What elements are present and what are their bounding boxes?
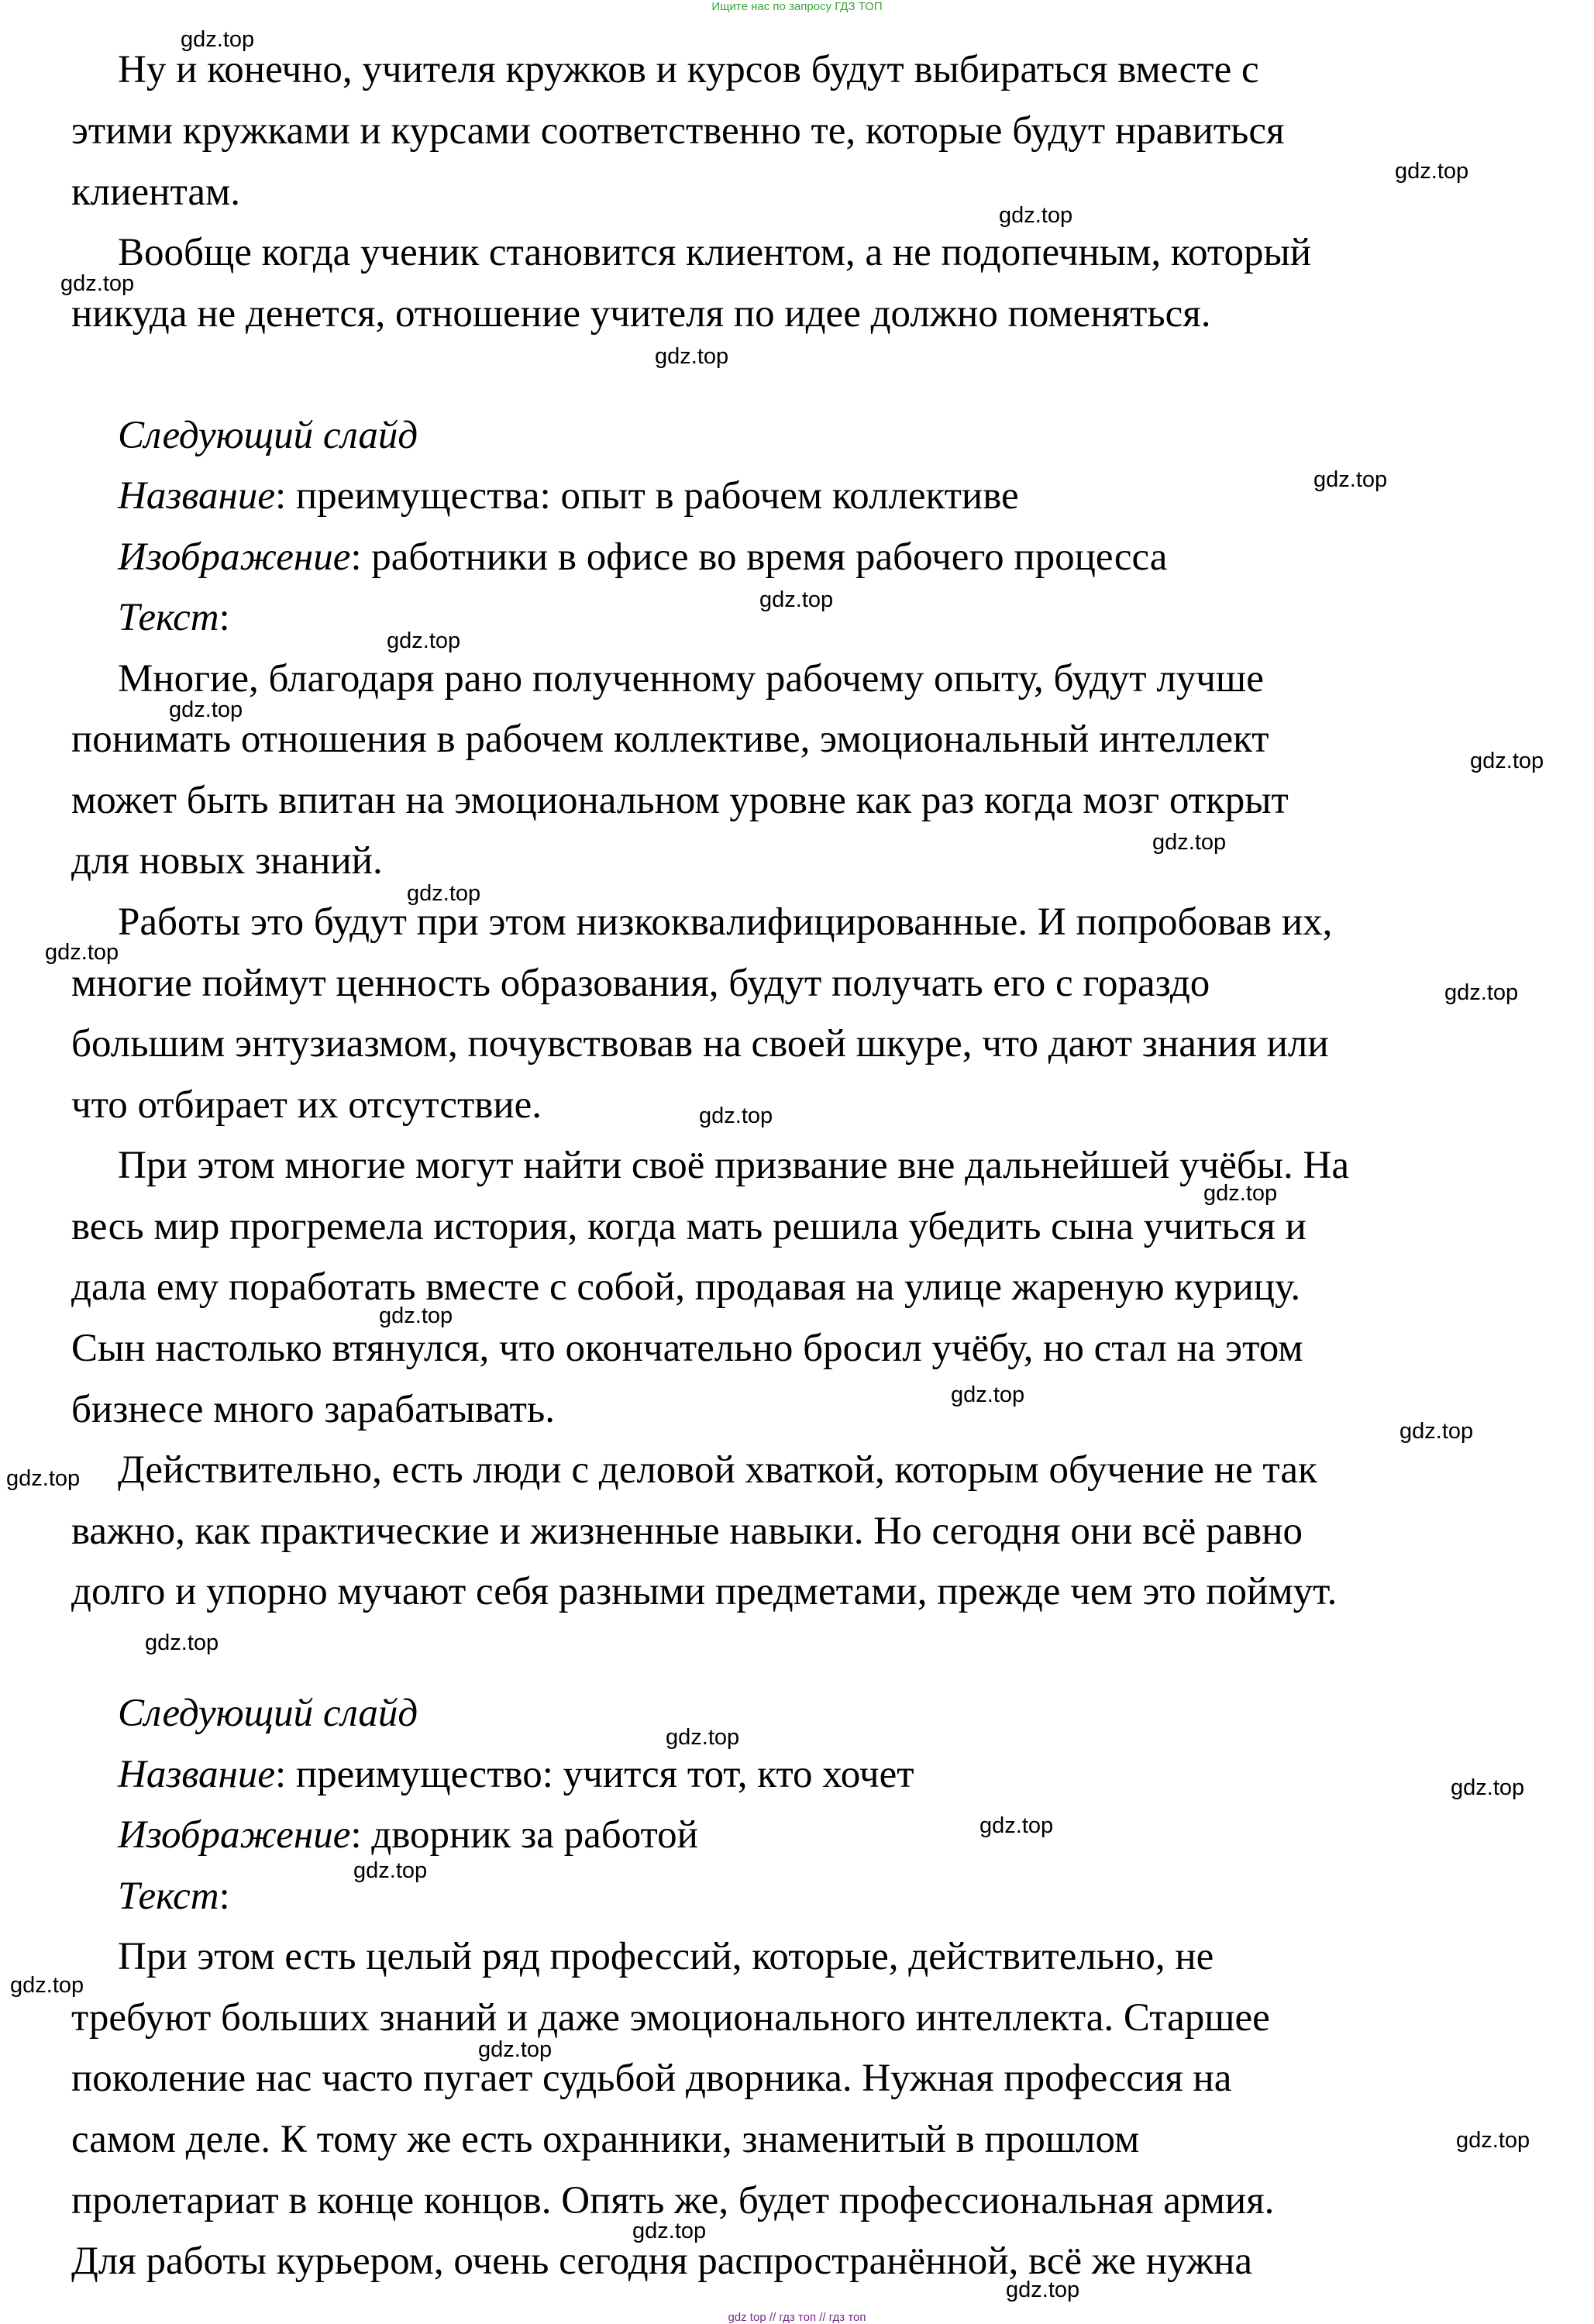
watermark: gdz.top: [1444, 980, 1519, 1005]
slide-image-label: Изображение: [118, 535, 351, 579]
watermark: gdz.top: [1006, 2278, 1080, 2302]
text-line: большим энтузиазмом, почувствовав на своей шкуре, что дают знания или: [71, 1022, 1329, 1066]
text-line: поколение нас часто пугает судьбой дворника. Нужная профессия на: [71, 2057, 1232, 2100]
slide-title-label: Название: [118, 474, 275, 518]
watermark: gdz.top: [145, 1630, 219, 1655]
slide-image-value: : дворник за работой: [350, 1813, 698, 1857]
watermark: gdz.top: [1152, 830, 1227, 855]
watermark: gdz.top: [353, 1858, 428, 1883]
watermark: gdz.top: [10, 1973, 84, 1998]
text-line: понимать отношения в рабочем коллективе, эмоциональный интеллект: [71, 718, 1269, 761]
watermark: gdz.top: [699, 1103, 773, 1128]
text-line: самом деле. К тому же есть охранники, знаменитый в прошлом: [71, 2118, 1140, 2161]
text-line: что отбирает их отсутствие.: [71, 1083, 542, 1127]
text-line: важно, как практические и жизненные навыки. Но сегодня они всё равно: [71, 1510, 1303, 1553]
slide-title-label: Название: [118, 1753, 275, 1796]
watermark: gdz.top: [1470, 749, 1544, 773]
slide-image-label: Изображение: [118, 1813, 351, 1857]
watermark: gdz.top: [6, 1466, 81, 1491]
slide-title-line: [118, 473, 1019, 518]
watermark: gdz.top: [478, 2037, 553, 2062]
slide-title-value: : преимущества: опыт в рабочем коллективе: [274, 474, 1019, 518]
watermark: gdz.top: [1395, 159, 1469, 184]
slide-heading: Следующий слайд: [118, 1692, 418, 1735]
text-line: Работы это будут при этом низкоквалифицированные. И попробовав их,: [118, 900, 1333, 944]
bottom-banner[interactable]: gdz top // гдз топ // гдз топ: [728, 2311, 866, 2324]
text-line: долго и упорно мучают себя разными предметами, прежде чем это поймут.: [71, 1570, 1338, 1613]
text-line: никуда не денется, отношение учителя по идее должно поменяться.: [71, 292, 1211, 336]
slide-heading: Следующий слайд: [118, 414, 418, 457]
slide-text-line: [118, 595, 230, 640]
slide-text-colon: :: [219, 1875, 230, 1918]
slide-title-line: [118, 1752, 914, 1797]
text-line: бизнесе много зарабатывать.: [71, 1388, 555, 1431]
slide-text-label: Текст: [118, 1875, 219, 1918]
watermark: gdz.top: [60, 271, 135, 296]
watermark: gdz.top: [387, 628, 461, 653]
text-line: Сын настолько втянулся, что окончательно бросил учёбу, но стал на этом: [71, 1327, 1303, 1370]
text-line: пролетариат в конце концов. Опять же, будет профессиональная армия.: [71, 2179, 1275, 2222]
text-line: весь мир прогремела история, когда мать решила убедить сына учиться и: [71, 1205, 1307, 1248]
text-line: требуют больших знаний и даже эмоционального интеллекта. Старшее: [71, 1996, 1270, 2040]
watermark: gdz.top: [1456, 2128, 1530, 2153]
watermark: gdz.top: [666, 1725, 740, 1750]
text-line: При этом есть целый ряд профессий, которые, действительно, не: [118, 1935, 1214, 1978]
watermark: gdz.top: [1451, 1775, 1525, 1800]
text-line: Ну и конечно, учителя кружков и курсов будут выбираться вместе с: [118, 48, 1259, 91]
slide-image-line: [118, 535, 1167, 580]
slide-image-line: [118, 1813, 698, 1857]
text-line: Для работы курьером, очень сегодня распространённой, всё же нужна: [71, 2240, 1253, 2283]
text-line: этими кружками и курсами соответственно те, которые будут нравиться: [71, 109, 1285, 153]
watermark: gdz.top: [759, 587, 834, 612]
text-line: клиентам.: [71, 170, 241, 214]
watermark: gdz.top: [1399, 1419, 1474, 1444]
watermark: gdz.top: [655, 344, 729, 369]
text-line: для новых знаний.: [71, 839, 383, 883]
text-line: Многие, благодаря рано полученному рабочему опыту, будут лучше: [118, 657, 1264, 701]
watermark: gdz.top: [1203, 1181, 1278, 1206]
watermark: gdz.top: [45, 940, 119, 965]
text-line: может быть впитан на эмоциональном уровне как раз когда мозг открыт: [71, 779, 1289, 822]
text-line: многие поймут ценность образования, будут получать его с гораздо: [71, 962, 1210, 1005]
watermark: gdz.top: [979, 1813, 1054, 1838]
text-line: При этом многие могут найти своё призвание вне дальнейшей учёбы. На: [118, 1144, 1350, 1187]
text-line: Действительно, есть люди с деловой хваткой, которым обучение не так: [118, 1448, 1317, 1492]
watermark: gdz.top: [169, 697, 243, 722]
watermark: gdz.top: [181, 27, 255, 52]
watermark: gdz.top: [632, 2219, 707, 2243]
slide-text-label: Текст: [118, 596, 219, 639]
watermark: gdz.top: [1313, 467, 1388, 492]
text-line: Вообще когда ученик становится клиентом, а не подопечным, который: [118, 231, 1312, 274]
watermark: gdz.top: [407, 881, 481, 906]
slide-text-line: [118, 1874, 230, 1919]
top-banner[interactable]: Ищите нас по запросу ГДЗ ТОП: [711, 0, 883, 13]
watermark: gdz.top: [951, 1382, 1025, 1407]
text-line: дала ему поработать вместе с собой, продавая на улице жареную курицу.: [71, 1265, 1301, 1309]
slide-image-value: : работники в офисе во время рабочего процесса: [350, 535, 1168, 579]
watermark: gdz.top: [999, 203, 1073, 228]
slide-text-colon: :: [219, 596, 230, 639]
watermark: gdz.top: [379, 1303, 453, 1328]
slide-title-value: : преимущество: учится тот, кто хочет: [274, 1753, 914, 1796]
